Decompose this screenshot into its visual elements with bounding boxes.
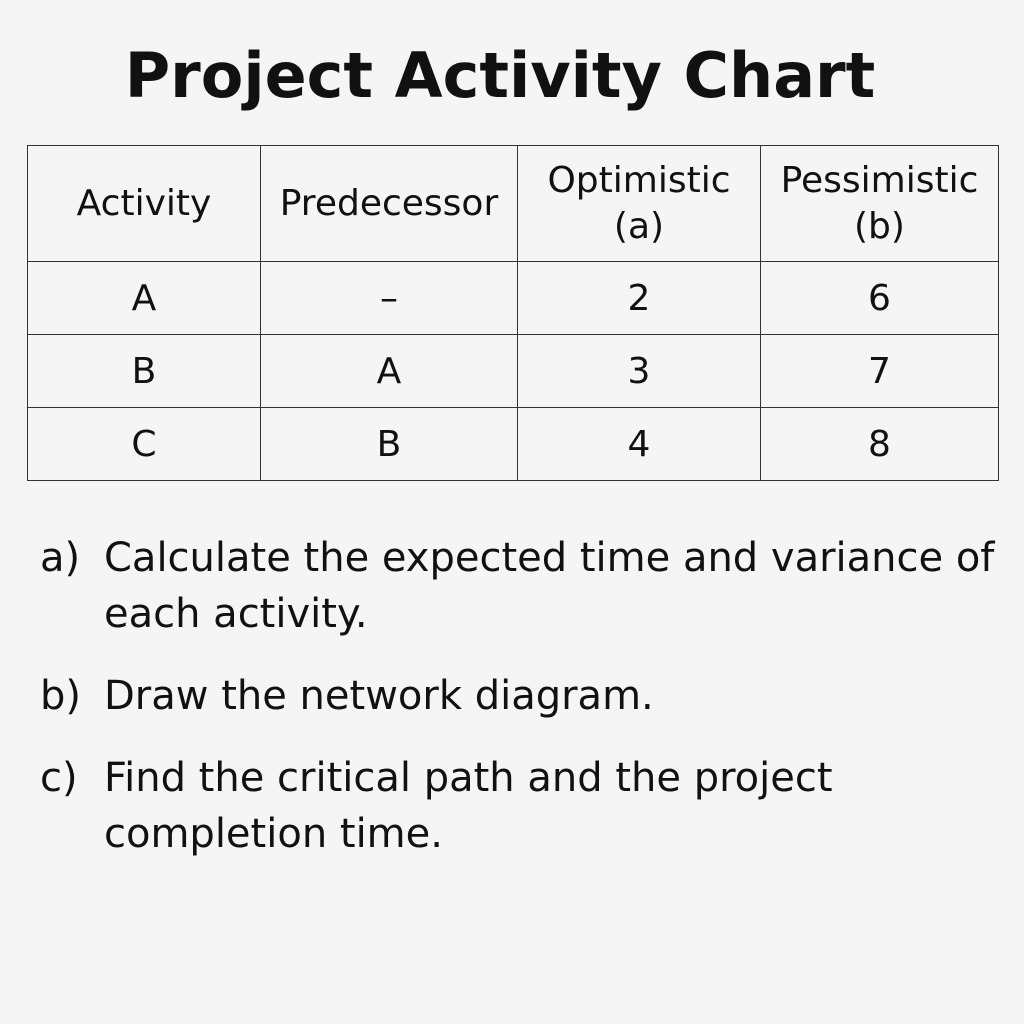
- header-optimistic-symbol: (a): [613, 205, 665, 247]
- cell-activity: A: [28, 262, 261, 335]
- cell-optimistic: 4: [518, 408, 761, 481]
- cell-predecessor: A: [261, 335, 518, 408]
- question-marker: a): [40, 535, 81, 581]
- question-text: Draw the network diagram.: [104, 673, 654, 719]
- page-title: Project Activity Chart: [124, 39, 876, 112]
- question-item: [40, 750, 1000, 862]
- cell-optimistic: 3: [518, 335, 761, 408]
- table-header-row: [28, 146, 999, 262]
- header-optimistic: [518, 146, 761, 262]
- table-row: [28, 262, 999, 335]
- table-row: [28, 408, 999, 481]
- header-predecessor-label: Predecessor: [279, 182, 499, 224]
- question-list: [40, 530, 1000, 888]
- header-optimistic-label: Optimistic: [547, 159, 731, 201]
- question-text: Find the critical path and the project completion time.: [104, 755, 833, 857]
- cell-predecessor: B: [261, 408, 518, 481]
- header-predecessor: [261, 146, 518, 262]
- header-pessimistic: [761, 146, 999, 262]
- cell-pessimistic: 6: [761, 262, 999, 335]
- header-activity: [28, 146, 261, 262]
- header-pessimistic-label: Pessimistic: [780, 159, 979, 201]
- question-item: [40, 530, 1000, 642]
- question-item: [40, 668, 1000, 724]
- question-marker: b): [40, 673, 81, 719]
- cell-pessimistic: 8: [761, 408, 999, 481]
- cell-optimistic: 2: [518, 262, 761, 335]
- cell-activity: C: [28, 408, 261, 481]
- question-text: Calculate the expected time and variance of each activity.: [104, 535, 995, 637]
- activity-table: [27, 145, 999, 481]
- cell-predecessor: –: [261, 262, 518, 335]
- question-marker: c): [40, 755, 78, 801]
- cell-activity: B: [28, 335, 261, 408]
- table-row: [28, 335, 999, 408]
- header-activity-label: Activity: [76, 182, 212, 224]
- header-pessimistic-symbol: (b): [854, 205, 905, 247]
- cell-pessimistic: 7: [761, 335, 999, 408]
